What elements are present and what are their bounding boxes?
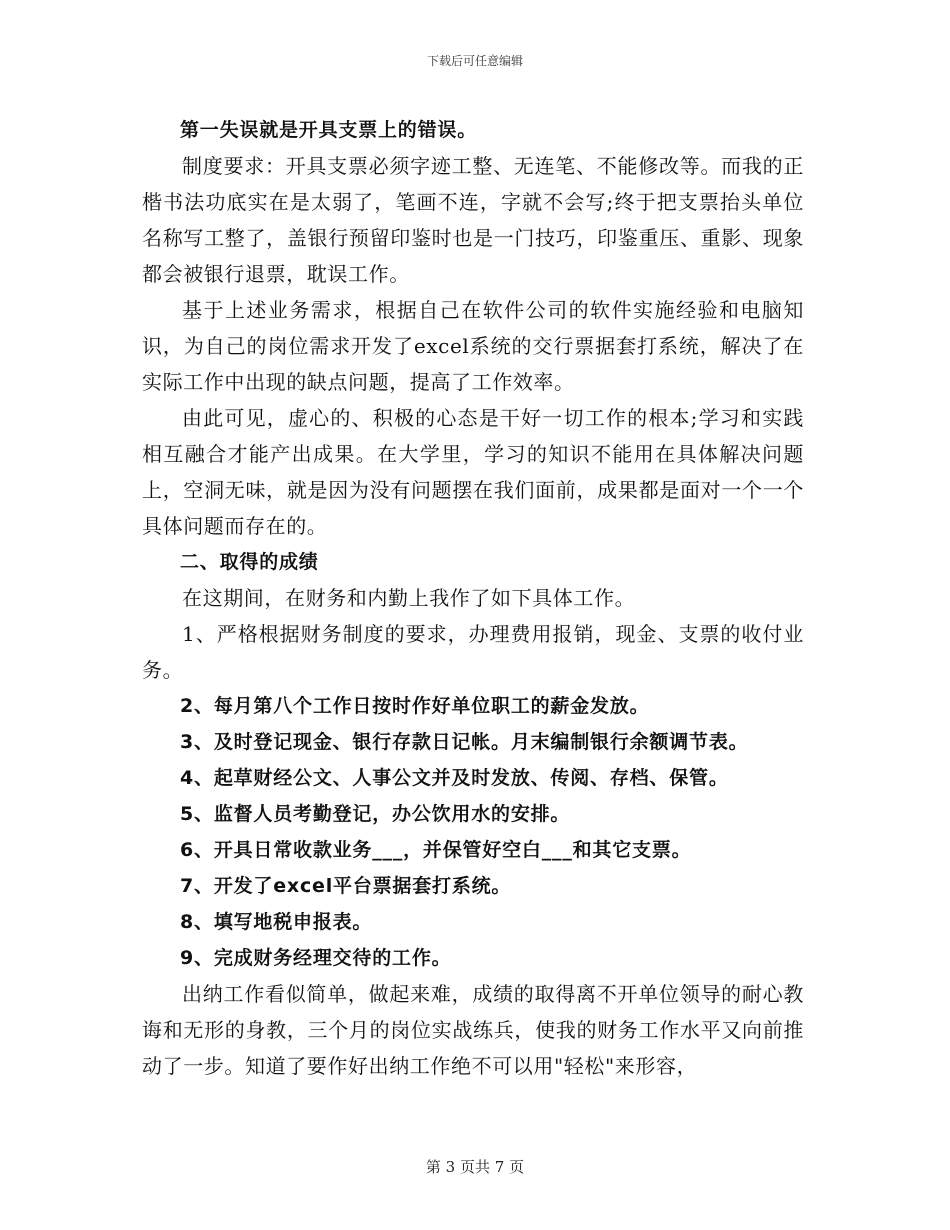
list-item: 5、监督人员考勤登记，办公饮用水的安排。 (180, 803, 571, 825)
paragraph: 第一失误就是开具支票上的错误。 (180, 119, 478, 141)
list-item: 6、开具日常收款业务___，并保管好空白___和其它支票。 (180, 839, 692, 861)
document-body (142, 112, 804, 1084)
page-footer: 第 3 页共 7 页 (425, 1158, 525, 1176)
paragraph: 由此可见，虚心的、积极的心态是干好一切工作的根本;学习和实践相互融合才能产出成果。在大学里，学习的知识不能用在具体解决问题上，空洞无味，就是因为没有问题摆在我们面前，成果都是面对一个一个具体问题而存在的。 (142, 406, 804, 538)
list-item: 8、填写地税申报表。 (180, 911, 373, 933)
list-item: 2、每月第八个工作日按时作好单位职工的薪金发放。 (180, 695, 650, 717)
paragraph: 制度要求：开具支票必须字迹工整、无连笔、不能修改等。而我的正楷书法功底实在是太弱了，笔画不连，字就不会写;终于把支票抬头单位名称写工整了，盖银行预留印鉴时也是一门技巧，印鉴重压、重影、现象都会被银行退票，耽误工作。 (142, 154, 804, 286)
list-item: 4、起草财经公文、人事公文并及时发放、传阅、存档、保管。 (180, 767, 729, 789)
list-item: 9、完成财务经理交待的工作。 (180, 947, 452, 969)
section-heading: 二、取得的成绩 (180, 551, 319, 573)
page-header: 下载后可任意编辑 (426, 54, 523, 68)
list-item: 3、及时登记现金、银行存款日记帐。月末编制银行余额调节表。 (180, 731, 749, 753)
list-item: 7、开发了excel平台票据套打系统。 (180, 875, 512, 897)
paragraph: 出纳工作看似简单，做起来难，成绩的取得离不开单位领导的耐心教诲和无形的身教，三个月的岗位实战练兵，使我的财务工作水平又向前推动了一步。知道了要作好出纳工作绝不可以用"轻松"来形容， (142, 982, 804, 1078)
list-item: 1、严格根据财务制度的要求，办理费用报销，现金、支票的收付业务。 (142, 622, 804, 682)
paragraph: 在这期间，在财务和内勤上我作了如下具体工作。 (182, 586, 636, 610)
paragraph: 基于上述业务需求，根据自己在软件公司的软件实施经验和电脑知识，为自己的岗位需求开发了excel系统的交行票据套打系统，解决了在实际工作中出现的缺点问题，提高了工作效率。 (142, 298, 804, 394)
